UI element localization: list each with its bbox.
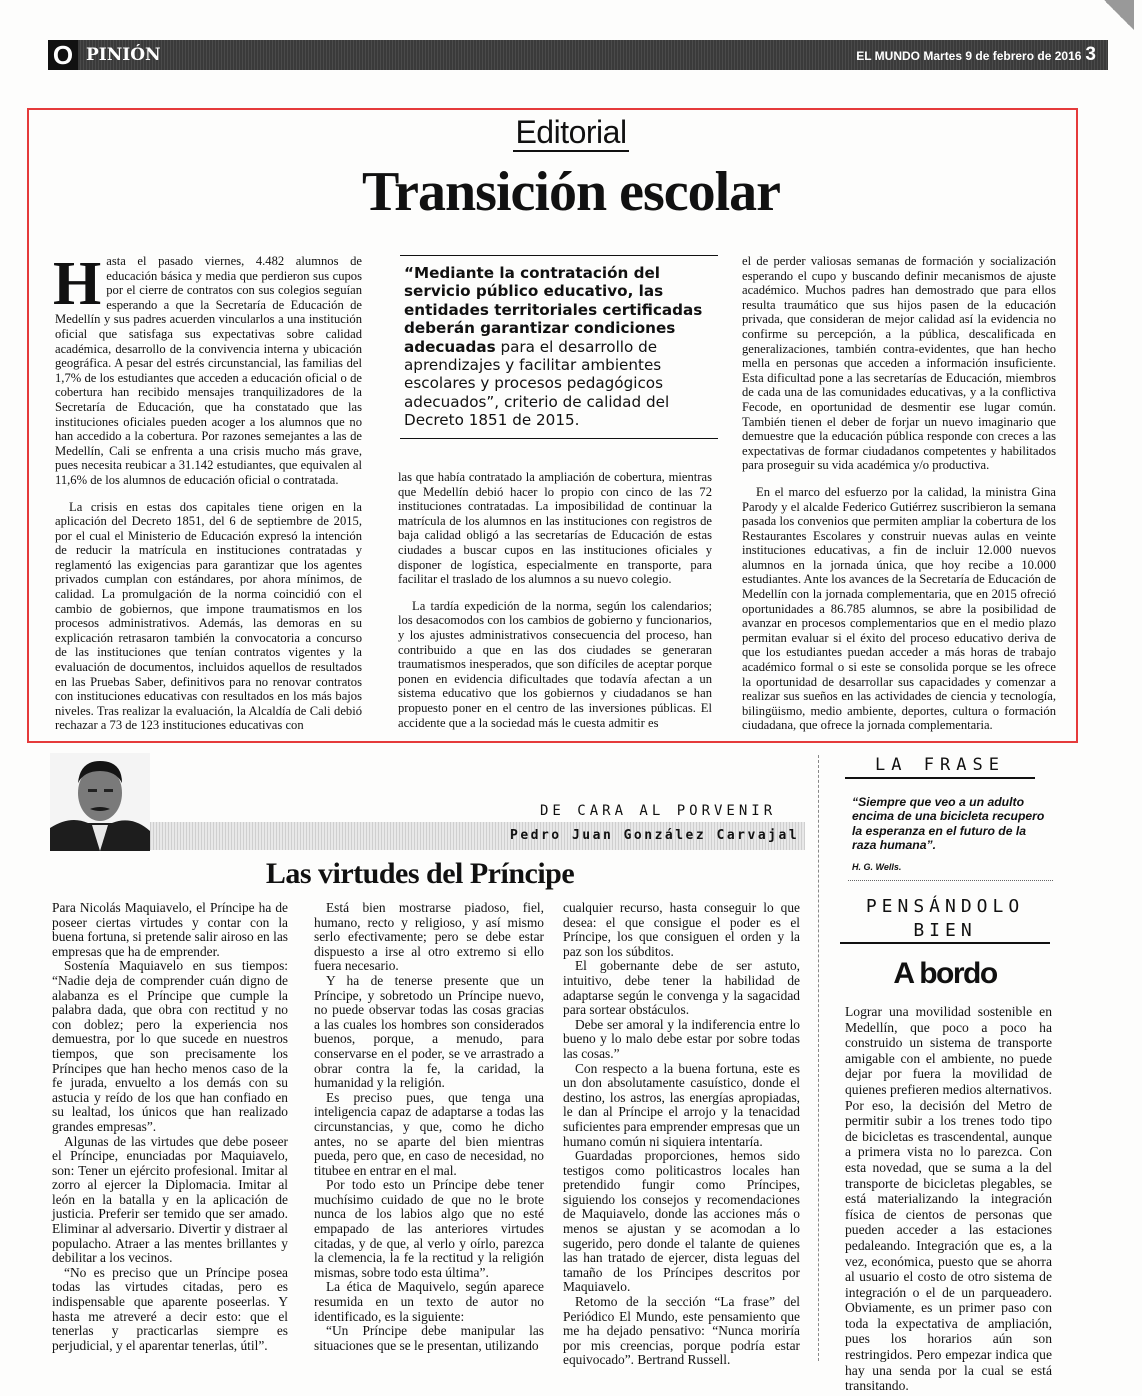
pensandolo-paragraph: Lograr una movilidad sostenible en Medellín, que poco a poco ha construido un sistema de transporte amigable con el ambiente, no puede dejar por fuera la movilidad de quienes prefieren medios alternativos. Por eso, la decisión del Metro de permitir subir a los trenes todo tipo de bicicletas es trascendental, aunque a primera vista no lo parezca. Con esta novedad, que se suma a la del transporte de bicicletas plegables, se está materializando la integración física de cientos de personas que pueden acceder a las estaciones pedaleando. Integración que es, a la vez, económica, puesto que se ahorra al usuario el costo de otro sistema de integración o el de un parqueadero. Obviamente, es un primer paso con toda la expectativa de ampliación, pues los horarios aún son restringidos. Pero empezar indica que hay una senda por la cual se está transitando. bbox=[845, 1004, 1052, 1394]
editorial-kicker-text: Editorial bbox=[515, 114, 627, 150]
column-paragraph: Guardadas proporciones, hemos sido testigos como politicastros locales han pretendido fungir como Príncipes, siguiendo los consejos y recomendaciones de Maquiavelo, donde las acciones más o menos se ajustan y se acomodan a lo sugerido, pero donde el talante de quienes las han tratado de ejercer, dista leguas del tamaño de los Príncipes descritos por Maquiavelo. bbox=[563, 1148, 800, 1295]
column-paragraph: cualquier recurso, hasta conseguir lo que desea: el que consigue el poder es el Príncipe, los que consiguen el orden y la paz son los súbditos. bbox=[563, 900, 800, 959]
editorial-paragraph: las que había contratado la ampliación de cobertura, mientras que Medellín debió hacer lo propio con cinco de las 72 instituciones contratadas. La imposibilidad de continuar la matrícula de los alumnos en las instituciones con registros de baja calidad obligó a las secretarías de Educación de estas ciudades a buscar cupos en las instituciones oficiales y disponer de logística, especialmente en transporte, para facilitar el traslado de los alumnos a su nuevo colegio. bbox=[398, 470, 712, 587]
editorial-kicker bbox=[0, 114, 1142, 151]
column-paragraph: “No es preciso que un Príncipe posea todas las virtudes citadas, pero es indispensable que aparente poseerlas. Y hasta me atreveré a decir esto: que el tenerlas y practicarlas siempre es perjudicial, y el aparentar tenerlas, útil”. bbox=[52, 1264, 288, 1353]
column-kicker: DE CARA AL PORVENIR bbox=[540, 803, 777, 819]
column-author: Pedro Juan González Carvajal bbox=[510, 828, 800, 843]
frase-label: LA FRASE bbox=[845, 755, 1035, 779]
editorial-pull-quote bbox=[400, 255, 718, 439]
column-paragraph: Está bien mostrarse piadoso, fiel, humano, recto y religioso, y así mismo serlo efectivamente; pero se debe estar dispuesto a irse al otro extremo si ello fuera necesario. bbox=[314, 900, 544, 974]
column-paragraph: Y ha de tenerse presente que un Príncipe, y sobretodo un Príncipe nuevo, no puede observar todas las cosas gracias a las cuales los hombres son considerados buenos, porque, a menudo, para conservarse en el poder, se ve arrastrado a obrar contra la fe, la caridad, la humanidad y la religión. bbox=[314, 972, 544, 1091]
column-paragraph: Sostenía Maquiavelo en sus tiempos: “Nadie deja de comprender cuán digno de alabanza es el Príncipe que cumple la palabra dada, que obra con rectitud y no con doblez; pero la experiencia nos demuestra, por lo que sucede en nuestros tiempos, que son precisamente los Príncipes que han hecho menos caso de la fe jurada, envuelto a los demás con su astucia y reído de los que han confiado en su lealtad, los únicos que han realizado grandes empresas”. bbox=[52, 958, 288, 1134]
column-paragraph: La ética de Maquivelo, según aparece resumida en un texto de autor no identificado, es la siguiente: bbox=[314, 1279, 544, 1324]
pensandolo-body bbox=[845, 1004, 1052, 1394]
section-badge: O bbox=[48, 40, 78, 70]
column-paragraph: Para Nicolás Maquiavelo, el Príncipe ha de poseer ciertas virtudes y contar con la buena fortuna, si pretende salir airoso en las empresas que ha de emprender. bbox=[52, 900, 288, 959]
column-paragraph: Por todo esto un Príncipe debe tener muchísimo cuidado de que no le brote nunca de los labios algo que no esté empapado de las anteriores virtudes citadas, y de que, al verlo y oírlo, parezca la clemencia, la fe la rectitud y la religión mismas, sobre todo esta última”. bbox=[314, 1177, 544, 1280]
editorial-paragraph: En el marco del esfuerzo por la calidad, la ministra Gina Parody y el alcalde Federico Gutiérrez suscribieron la semana pasada los convenios que permiten ampliar la cobertura de los Restaurantes Escolares y construir nuevas aulas en veinte instituciones educativas, a fin de incluir 12.000 nuevos alumnos en la jornada única, que hoy recibe a 10.000 estudiantes. Ante los avances de la Secretaría de Educación de Medellín con la jornada complementaria, que en 2015 ofreció oportunidades a 86.785 alumnos, se abre la posibilidad de avanzar en procesos complementarios que en el medio plazo permitan evaluar si el éxito del proceso educativo deriva de que los estudiantes puedan acceder a más horas de trabajo académico formal o si este se consolida porque se les ofrece la oportunidad de desarrollar sus capacidades y comenzar a realizar sus sueños en las actividades de ciencia y tecnología, bilingüismo, medio ambiente, deportes, cultura o formación ciudadana, que ofrece la jornada complementaria. bbox=[742, 484, 1057, 733]
editorial-headline: Transición escolar bbox=[361, 161, 781, 223]
pull-quote-bold: “Mediante la contratación del servicio público educativo, las entidades territoriales certificadas deberán garantizar condiciones adecuadas bbox=[404, 264, 703, 356]
column-paragraph: Es preciso pues, que tenga una inteligencia capaz de adaptarse a todas las circunstancias, y que, como he dicho antes, no se aparte del bien mientras pueda, pero que, en caso de necesidad, no titubee en entrar en el mal. bbox=[314, 1089, 544, 1178]
pensandolo-label-line1: PENSÁNDOLO bbox=[865, 896, 1025, 917]
frase-author: H. G. Wells. bbox=[852, 862, 902, 872]
column-text-3 bbox=[563, 901, 800, 1368]
pensandolo-rule bbox=[840, 942, 1050, 944]
column-paragraph: “Un Príncipe debe manipular las situaciones que se le presentan, utilizando bbox=[314, 1323, 544, 1353]
editorial-column-3 bbox=[742, 254, 1056, 745]
column-paragraph: Debe ser amoral y la indiferencia entre lo bueno y lo malo debe estar por sobre todas las cosas.” bbox=[563, 1016, 800, 1061]
column-text-1 bbox=[52, 901, 288, 1353]
column-paragraph: Con respecto a la buena fortuna, este es un don absolutamente casuístico, donde el destino, los astros, las energías apropiadas, le dan al Príncipe el arrojo y la tenacidad suficientes para emprender empresas que un humano común ni siquiera intentaría. bbox=[563, 1060, 800, 1149]
dotted-divider bbox=[848, 880, 1053, 881]
pensandolo-label bbox=[840, 895, 1050, 943]
author-photo bbox=[50, 753, 150, 851]
editorial-column-2 bbox=[398, 470, 712, 742]
column-divider bbox=[818, 755, 820, 1361]
page-number: 3 bbox=[1085, 44, 1096, 65]
column-headline: Las virtudes del Príncipe bbox=[265, 857, 575, 890]
paper-date-info bbox=[856, 40, 1096, 70]
column-text-2 bbox=[314, 901, 544, 1353]
editorial-paragraph bbox=[53, 250, 362, 488]
column-paragraph: Retomo de la sección “La frase” del Periódico El Mundo, este pensamiento que me ha dejado pensativo: “Nunca moriría por mis creencias, porque podría estar equivocado”. Bertrand Russell. bbox=[563, 1294, 800, 1368]
pensandolo-label-line2: BIEN bbox=[913, 920, 977, 941]
column-paragraph: Algunas de las virtudes que debe poseer el Príncipe, enunciadas por Maquiavelo, son: Tener un ejército profesional. Imitar al zorro al ejercer la Diplomacia. Imitar al león en la batalla y en la aplicación de justicia. Preferir ser temido que ser amado. Eliminar al adversario. Divertir y distraer al populacho. Atraer a las mentes brillantes y debilitar a los vecinos. bbox=[52, 1133, 288, 1266]
column-paragraph: El gobernante debe de ser astuto, intuitivo, debe tener la habilidad de adaptarse según le convenga y la sagacidad para sortear obstáculos. bbox=[563, 958, 800, 1018]
editorial-paragraph: el de perder valiosas semanas de formación y socialización esperando el cupo y buscando definir mecanismos de ajuste académico. Muchos padres han demostrado que para ellos resulta traumático que sus hijos pasen de la educación privada, que consideran de mejor calidad así la evidencia no confirme su percepción, a la pública, descalificada en generalizaciones, también contra-evidentes, que han hecho mella en personas que acceden a información insuficiente. Esta dificultad pone a las secretarías de Educación, miembros de cada una de las comunidades educativas, y a la conflictiva Fecode, en oportunidad de desmentir ese lugar común. También tienen el deber de forjar un nuevo imaginario que demuestre que la educación pública responde con creces a las expectativas de formar ciudadanos competentes y habilitados para proseguir su vida académica y/o productiva. bbox=[742, 254, 1056, 473]
editorial-paragraph: La tardía expedición de la norma, según los calendarios; los desacomodos con los cambios de gobierno y funcionarios, y los ajustes administrativos consecuencia del proceso, han contribuido a que en las dos ciudades se generaran traumatismos inesperados, que son difíciles de aceptar porque ponen en evidencia dificultades que todavía afectan a un sistema educativo que los gobiernos y ciudadanos se han propuesto poner en el centro de las inversiones públicas. El accidente que a la sociedad más le cuesta admitir es bbox=[398, 598, 712, 730]
frase-quote: “Siempre que veo a un adulto encima de una bicicleta recupero la esperanza en el futuro de la raza humana”. bbox=[852, 795, 1045, 853]
pull-quote-rest: para el desarrollo de aprendizajes y facilitar ambientes escolares y procesos pedagógicos adecuados”, criterio de calidad del Decreto 1851 de 2015. bbox=[404, 337, 670, 430]
paper-name-date: EL MUNDO Martes 9 de febrero de 2016 bbox=[856, 49, 1082, 63]
pensandolo-headline: A bordo bbox=[893, 957, 997, 990]
editorial-text: asta el pasado viernes, 4.482 alumnos de educación básica y media que perdieron sus cupos por el cierre de contratos con sus colegios seguían esperando a que la Secretaría de Educación de Medellín y sus padres acuerden vincularlos a una institución oficial que satisfaga sus expectativas sobre calidad académica, desarrollo de la convivencia interna y ubicación geográfica. A pesar del estrés circunstancial, las familias del 1,7% de los estudiantes que acceden a educación oficial o de cobertura han recibido mensajes tranquilizadores de la Secretaría de Educación, que ha constatado que las instituciones oficiales pueden acoger a los alumnos que no han accedido a la cobertura. Por razones semejantes a las de Medellín, Cali se enfrenta a una crisis mucho más grave, pues necesita reubicar a 31.142 estudiantes, que equivalen al 11,6% de los alumnos de educación oficial o contratada. bbox=[55, 254, 362, 487]
drop-cap: H bbox=[53, 250, 102, 318]
section-name: PINIÓN bbox=[86, 45, 161, 65]
editorial-paragraph: La crisis en estas dos capitales tiene origen en la aplicación del Decreto 1851, del 6 de septiembre de 2015, por el cual el Ministerio de Educación expresó la intención de reducir la matrícula en instituciones contratadas y reglamentó las exigencias para garantizar que los agentes privados cumplan con estándares, por ahora mínimos, de calidad. La promulgación de la norma coincidió con el cambio de gobiernos, que impone traumatismos en los procesos administrativos. Además, las demoras en su explicación retrasaron también la convocatoria a concurso de las instituciones que tenían contratos vigentes y la evaluación de documentos, incluidos aquellos de resultados en las Pruebas Saber, definitivos para no renovar contratos con instituciones educativas con resultados en los más bajos niveles. Tras realizar la evaluación, la Alcaldía de Cali debió rechazar a 73 de 123 instituciones educativas con bbox=[55, 499, 362, 733]
page-corner-fold bbox=[1104, 0, 1134, 30]
editorial-column-1 bbox=[53, 250, 362, 745]
